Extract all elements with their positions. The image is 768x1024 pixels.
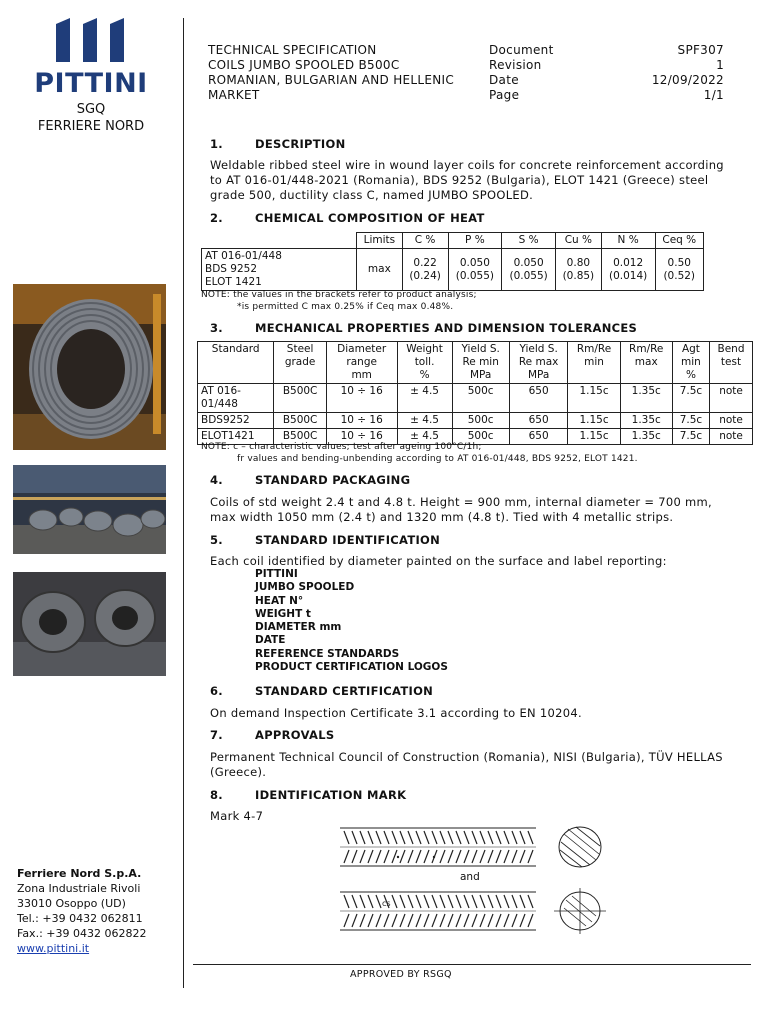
table-cell: ELOT1421 bbox=[198, 429, 274, 445]
table-row bbox=[198, 413, 753, 429]
list-item: DIAMETER mm bbox=[255, 621, 342, 634]
section-title-approvals: 7. APPROVALS bbox=[210, 728, 335, 742]
meta-label-document: Document bbox=[489, 43, 554, 57]
table-cell: 0.050 (0.055) bbox=[448, 249, 502, 291]
table-cell: 0.80 (0.85) bbox=[555, 249, 601, 291]
meta-value-page: 1/1 bbox=[703, 88, 724, 102]
table-header: Bend test bbox=[710, 342, 753, 384]
table-row bbox=[198, 384, 753, 413]
meta-value-revision: 1 bbox=[716, 58, 724, 72]
table-cell: AT 016-01/448 BDS 9252 ELOT 1421 bbox=[202, 249, 357, 291]
title-line: TECHNICAL SPECIFICATION bbox=[208, 43, 377, 57]
chemical-note-2: *is permitted C max 0.25% if Ceq max 0.48%. bbox=[237, 302, 454, 312]
table-header: Yield S. Re min MPa bbox=[452, 342, 509, 384]
table-cell: 650 bbox=[509, 384, 568, 413]
description-text: Weldable ribbed steel wire in wound layer coils for concrete reinforcement according to AT 016-01/448-2021 (Romania), BDS 9252 (Bulgaria), ELOT 1421 (Greece) steel grade 500, ductility class C, named JUMBO SPOOLED. bbox=[210, 158, 724, 202]
table-cell: 0.50 (0.52) bbox=[655, 249, 704, 291]
table-row bbox=[202, 249, 704, 291]
document-title bbox=[208, 43, 478, 103]
document-meta-labels bbox=[489, 43, 579, 103]
chemical-note: NOTE: the values in the brackets refer to product analysis; bbox=[201, 290, 477, 300]
table-cell: 500c bbox=[452, 413, 509, 429]
table-header: Agt min % bbox=[672, 342, 709, 384]
certification-text: On demand Inspection Certificate 3.1 according to EN 10204. bbox=[210, 706, 582, 720]
table-header-row bbox=[202, 233, 704, 249]
document-meta-values bbox=[600, 43, 724, 103]
meta-value-date: 12/09/2022 bbox=[651, 73, 724, 87]
table-cell: 0.050 (0.055) bbox=[502, 249, 556, 291]
table-header: C % bbox=[402, 233, 448, 249]
table-cell: 1.35c bbox=[620, 429, 672, 445]
company-name: Ferriere Nord S.p.A. bbox=[17, 867, 142, 880]
footer-divider bbox=[193, 964, 751, 965]
section-title-identification: 5. STANDARD IDENTIFICATION bbox=[210, 533, 441, 547]
table-cell: 10 ÷ 16 bbox=[326, 429, 397, 445]
table-cell: max bbox=[357, 249, 403, 291]
mark-cs-label: cs bbox=[382, 899, 391, 908]
table-header: P % bbox=[448, 233, 502, 249]
table-cell: B500C bbox=[274, 384, 326, 413]
table-cell: ± 4.5 bbox=[397, 384, 452, 413]
table-cell: 7.5c bbox=[672, 429, 709, 445]
coils-stack-photo bbox=[13, 572, 166, 676]
table-cell: 1.15c bbox=[568, 384, 620, 413]
pittini-logo-icon bbox=[56, 16, 124, 62]
table-cell: 10 ÷ 16 bbox=[326, 384, 397, 413]
rebar-mark-2-icon bbox=[338, 890, 538, 932]
list-item: REFERENCE STANDARDS bbox=[255, 647, 400, 660]
company-address-line: Zona Industriale Rivoli bbox=[17, 882, 141, 895]
table-cell: 1.15c bbox=[568, 429, 620, 445]
table-cell: B500C bbox=[274, 429, 326, 445]
table-cell: 0.22 (0.24) bbox=[402, 249, 448, 291]
table-header: Cu % bbox=[555, 233, 601, 249]
section-title-mechanical: 3. MECHANICAL PROPERTIES AND DIMENSION TOLERANCES bbox=[210, 321, 638, 335]
section-title-chemical: 2. CHEMICAL COMPOSITION OF HEAT bbox=[210, 211, 485, 225]
table-header: Diameter range mm bbox=[326, 342, 397, 384]
logo-company: FERRIERE NORD bbox=[37, 119, 145, 134]
coil-photo bbox=[13, 284, 166, 450]
mark-text: Mark 4-7 bbox=[210, 809, 264, 823]
rebar-section-1-icon bbox=[556, 824, 604, 870]
table-cell: 1.35c bbox=[620, 413, 672, 429]
table-header: Ceq % bbox=[655, 233, 704, 249]
title-line: COILS JUMBO SPOOLED B500C bbox=[208, 58, 400, 72]
list-item: JUMBO SPOOLED bbox=[255, 581, 355, 594]
sidebar-divider bbox=[183, 18, 184, 988]
company-city-line: 33010 Osoppo (UD) bbox=[17, 897, 126, 910]
table-header: Yield S. Re max MPa bbox=[509, 342, 568, 384]
table-cell: 500c bbox=[452, 429, 509, 445]
table-header: S % bbox=[502, 233, 556, 249]
table-cell: note bbox=[710, 429, 753, 445]
identification-text: Each coil identified by diameter painted on the surface and label reporting: bbox=[210, 554, 667, 568]
approvals-text: Permanent Technical Council of Construction (Romania), NISI (Bulgaria), TÜV HELLAS (Greece). bbox=[210, 750, 723, 779]
logo-sgq: SGQ bbox=[76, 102, 106, 117]
section-title-packaging: 4. STANDARD PACKAGING bbox=[210, 473, 411, 487]
table-header bbox=[202, 233, 357, 249]
mechanical-table bbox=[197, 341, 753, 445]
mechanical-note: NOTE: c – characteristic values; test after ageing 100°C/1h; bbox=[201, 442, 482, 452]
list-item: DATE bbox=[255, 634, 286, 647]
list-item: WEIGHT t bbox=[255, 607, 311, 620]
table-cell: 0.012 (0.014) bbox=[601, 249, 655, 291]
table-header: Steel grade bbox=[274, 342, 326, 384]
mark-and-label: and bbox=[460, 871, 480, 883]
packaging-text: Coils of std weight 2.4 t and 4.8 t. Height = 900 mm, internal diameter = 700 mm, max width 1050 mm (2.4 t) and 1320 mm (4.8 t). Tied with 4 metallic strips. bbox=[210, 495, 712, 524]
list-item: PITTINI bbox=[255, 568, 298, 580]
section-title-identification-mark: 8. IDENTIFICATION MARK bbox=[210, 788, 407, 802]
identification-list bbox=[255, 568, 448, 674]
table-cell: 10 ÷ 16 bbox=[326, 413, 397, 429]
table-cell: 1.35c bbox=[620, 384, 672, 413]
table-cell: B500C bbox=[274, 413, 326, 429]
logo-name: PITTINI bbox=[34, 68, 148, 99]
warehouse-photo bbox=[13, 465, 166, 554]
table-cell: AT 016- 01/448 bbox=[198, 384, 274, 413]
table-header: N % bbox=[601, 233, 655, 249]
table-cell: BDS9252 bbox=[198, 413, 274, 429]
table-header: Weight toll. % bbox=[397, 342, 452, 384]
section-title-description: 1. DESCRIPTION bbox=[210, 137, 346, 151]
company-phone: Tel.: +39 0432 062811 bbox=[17, 912, 143, 925]
list-item: PRODUCT CERTIFICATION LOGOS bbox=[255, 661, 448, 674]
meta-label-revision: Revision bbox=[489, 58, 542, 72]
table-cell: 7.5c bbox=[672, 384, 709, 413]
rebar-section-2-icon bbox=[552, 886, 608, 936]
table-header: Rm/Re min bbox=[568, 342, 620, 384]
table-header: Limits bbox=[357, 233, 403, 249]
company-website-link[interactable]: www.pittini.it bbox=[17, 942, 90, 955]
rebar-mark-1-icon bbox=[338, 826, 538, 868]
table-cell: ± 4.5 bbox=[397, 429, 452, 445]
table-cell: ± 4.5 bbox=[397, 413, 452, 429]
meta-label-page: Page bbox=[489, 88, 520, 102]
table-cell: note bbox=[710, 384, 753, 413]
table-cell: 1.15c bbox=[568, 413, 620, 429]
list-item: HEAT N° bbox=[255, 594, 304, 607]
meta-value-document: SPF307 bbox=[677, 43, 724, 57]
table-header-row bbox=[198, 342, 753, 384]
table-cell: 650 bbox=[509, 429, 568, 445]
mechanical-note-2: fr values and bending-unbending according to AT 016-01/448, BDS 9252, ELOT 1421. bbox=[237, 454, 638, 464]
section-title-certification: 6. STANDARD CERTIFICATION bbox=[210, 684, 434, 698]
table-cell: note bbox=[710, 413, 753, 429]
company-info bbox=[17, 866, 182, 956]
table-header: Rm/Re max bbox=[620, 342, 672, 384]
table-cell: 500c bbox=[452, 384, 509, 413]
table-header: Standard bbox=[198, 342, 274, 384]
company-fax: Fax.: +39 0432 062822 bbox=[17, 927, 147, 940]
table-cell: 650 bbox=[509, 413, 568, 429]
chemical-table bbox=[201, 232, 704, 291]
table-cell: 7.5c bbox=[672, 413, 709, 429]
approved-by: APPROVED BY RSGQ bbox=[350, 969, 452, 980]
title-line: MARKET bbox=[208, 88, 260, 102]
meta-label-date: Date bbox=[489, 73, 519, 87]
title-line: ROMANIAN, BULGARIAN AND HELLENIC bbox=[208, 73, 455, 87]
